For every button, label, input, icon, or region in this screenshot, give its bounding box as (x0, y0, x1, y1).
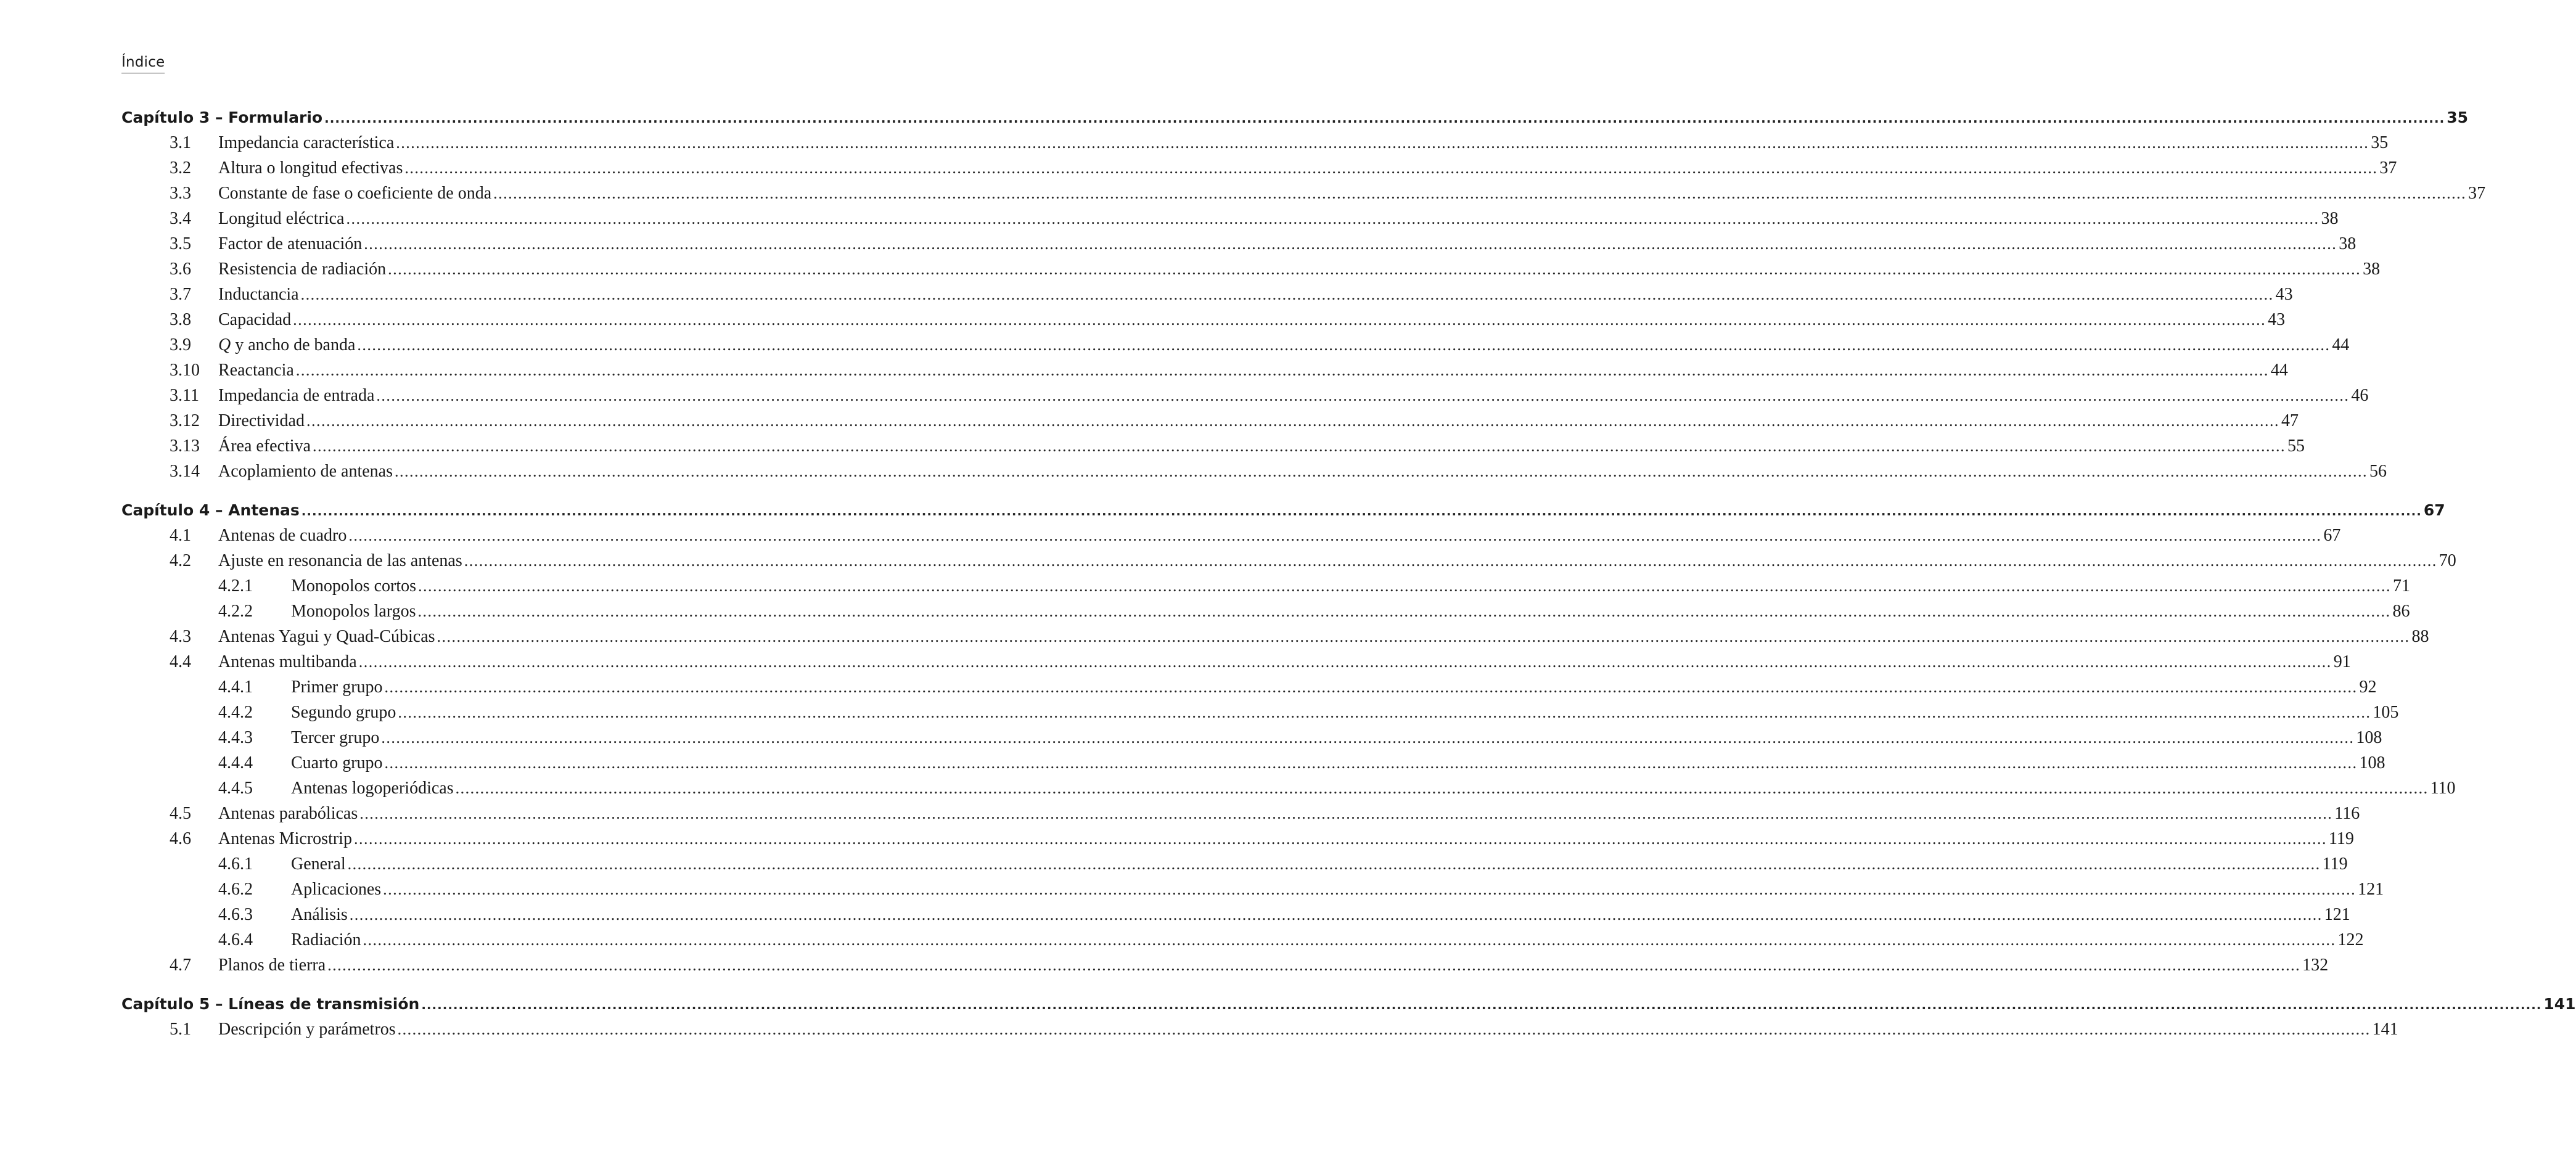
toc-section-row[interactable] (121, 332, 2350, 358)
toc-page-number: 132 (2302, 956, 2329, 975)
toc-entry-number: 4.6.2 (218, 880, 253, 899)
toc-entry-number: 3.2 (170, 158, 191, 178)
toc-entry-number: 3.14 (170, 462, 200, 481)
toc-leader-dots: ................................................................................................................................................................................................................................................................................................................................................................................................................ (359, 805, 2333, 822)
toc-entry-title: General (291, 854, 346, 874)
toc-subsection-row[interactable] (121, 674, 2377, 700)
toc-entry-title: Descripción y parámetros (218, 1020, 396, 1039)
toc-page-number: 47 (2281, 411, 2299, 430)
toc-entry-number: 4.1 (170, 526, 191, 545)
toc-entry-number: 4.5 (170, 804, 191, 823)
toc-leader-dots: ................................................................................................................................................................................................................................................................................................................................................................................................................ (395, 462, 2368, 480)
toc-chapter-row[interactable] (121, 105, 2468, 130)
toc-entry-title: Aplicaciones (291, 880, 382, 899)
toc-page-number: 110 (2430, 779, 2456, 798)
toc-entry-number: 4.4.3 (218, 728, 253, 747)
toc-entry-number: 3.4 (170, 209, 191, 228)
toc-entry-title: Acoplamiento de antenas (218, 462, 393, 481)
toc-subsection-row[interactable] (121, 750, 2385, 776)
toc-page-number: 37 (2468, 184, 2486, 203)
toc-entry-title: Área efectiva (218, 436, 311, 456)
toc-page-number: 86 (2392, 602, 2410, 621)
toc-entry-title: Altura o longitud efectivas (218, 158, 403, 178)
toc-subsection-row[interactable] (121, 599, 2410, 624)
toc-entry-number: 3.13 (170, 436, 200, 456)
toc-entry-title: Antenas Microstrip (218, 829, 352, 848)
toc-entry-number: 3.12 (170, 411, 200, 430)
toc-entry-number: 4.6.3 (218, 905, 253, 924)
toc-section-row[interactable] (121, 624, 2429, 649)
toc-entry-number: 4.6 (170, 829, 191, 848)
toc-section-row[interactable] (121, 408, 2299, 433)
toc-entry-number: 4.2.2 (218, 602, 253, 621)
toc-entry-title: Análisis (291, 905, 348, 924)
toc-leader-dots: ................................................................................................................................................................................................................................................................................................................................................................................................................ (418, 577, 2391, 595)
toc-entry-title: Capacidad (218, 310, 292, 329)
toc-leader-dots: ................................................................................................................................................................................................................................................................................................................................................................................................................ (421, 997, 2542, 1012)
toc-section-row[interactable] (121, 801, 2360, 826)
toc-entry-number: 3.9 (170, 335, 191, 354)
toc-leader-dots: ................................................................................................................................................................................................................................................................................................................................................................................................................ (384, 754, 2358, 772)
toc-leader-dots: ................................................................................................................................................................................................................................................................................................................................................................................................................ (397, 1020, 2371, 1038)
toc-page-number: 108 (2356, 728, 2382, 747)
toc-entry-number: 4.4.4 (218, 753, 253, 772)
toc-section-row[interactable] (121, 1017, 2398, 1042)
toc-subsection-row[interactable] (121, 851, 2348, 877)
toc-leader-dots: ................................................................................................................................................................................................................................................................................................................................................................................................................ (348, 526, 2322, 544)
toc-section-row[interactable] (121, 826, 2354, 851)
toc-leader-dots: ................................................................................................................................................................................................................................................................................................................................................................................................................ (346, 210, 2320, 227)
toc-entry-title: Longitud eléctrica (218, 209, 345, 228)
toc-section-row[interactable] (121, 181, 2486, 206)
toc-leader-dots: ................................................................................................................................................................................................................................................................................................................................................................................................................ (301, 504, 2422, 518)
toc-section-row[interactable] (121, 358, 2288, 383)
toc-leader-dots: ................................................................................................................................................................................................................................................................................................................................................................................................................ (384, 678, 2358, 696)
toc-leader-dots: ................................................................................................................................................................................................................................................................................................................................................................................................................ (347, 855, 2321, 873)
toc-section-row[interactable] (121, 459, 2387, 484)
toc-section-row[interactable] (121, 130, 2389, 155)
toc-section-row[interactable] (121, 523, 2341, 548)
toc-entry-title: Segundo grupo (291, 703, 396, 722)
toc-entry-number: 3.3 (170, 184, 191, 203)
toc-section-row[interactable] (121, 282, 2293, 307)
toc-leader-dots: ................................................................................................................................................................................................................................................................................................................................................................................................................ (383, 880, 2357, 898)
toc-entry-number: 4.4.2 (218, 703, 253, 722)
toc-page-number: 43 (2275, 285, 2293, 304)
toc-entry-title: Reactancia (218, 361, 294, 380)
toc-entry-title: Resistencia de radiación (218, 260, 387, 279)
toc-entry-number: 4.6.1 (218, 854, 253, 874)
toc-leader-dots: ................................................................................................................................................................................................................................................................................................................................................................................................................ (455, 779, 2429, 797)
toc-page-number: 108 (2359, 753, 2385, 772)
toc-page-number: 56 (2369, 462, 2387, 481)
toc-page-number: 38 (2363, 260, 2381, 279)
toc-entry-number: 3.6 (170, 260, 191, 279)
toc-page-number: 35 (2447, 109, 2468, 126)
toc-entry-number: 4.4.1 (218, 678, 253, 697)
toc-page-number: 44 (2270, 361, 2288, 380)
toc-entry-title: Inductancia (218, 285, 299, 304)
toc-page-number: 44 (2332, 335, 2350, 354)
toc-subsection-row[interactable] (121, 877, 2384, 902)
toc-page-number: 92 (2359, 678, 2377, 697)
toc-subsection-row[interactable] (121, 776, 2456, 801)
toc-entry-title: Antenas multibanda (218, 652, 357, 671)
toc-page-number: 121 (2358, 880, 2384, 899)
toc-entry-title: Q y ancho de banda (218, 335, 356, 354)
toc-section-row[interactable] (121, 206, 2339, 231)
toc-section-row[interactable] (121, 433, 2305, 459)
toc-page-number: 71 (2393, 576, 2410, 596)
toc-leader-dots: ................................................................................................................................................................................................................................................................................................................................................................................................................ (396, 134, 2369, 152)
toc-leader-dots: ................................................................................................................................................................................................................................................................................................................................................................................................................ (327, 956, 2301, 974)
toc-page-number: 88 (2411, 627, 2429, 646)
toc-section-row[interactable] (121, 649, 2351, 674)
toc-page-number: 38 (2339, 234, 2357, 253)
toc-entry-title: Impedancia de entrada (218, 386, 375, 405)
toc-page-number: 70 (2439, 551, 2456, 570)
toc-entry-number: 4.7 (170, 956, 191, 975)
toc-entry-title: Monopolos cortos (291, 576, 416, 596)
toc-page-number: 141 (2372, 1020, 2398, 1039)
toc-page-number: 119 (2322, 854, 2348, 874)
toc-page-number: 55 (2287, 436, 2305, 456)
toc-entry-number: 4.2.1 (218, 576, 253, 596)
toc-page-number: 122 (2337, 930, 2364, 949)
toc-entry-title: Antenas de cuadro (218, 526, 347, 545)
toc-leader-dots: ................................................................................................................................................................................................................................................................................................................................................................................................................ (353, 830, 2327, 848)
toc-page-number: 121 (2324, 905, 2350, 924)
toc-subsection-row[interactable] (121, 725, 2382, 750)
toc-entry-number: 3.10 (170, 361, 200, 380)
table-of-contents (121, 105, 2576, 1042)
toc-page-number: 91 (2333, 652, 2351, 671)
toc-leader-dots: ................................................................................................................................................................................................................................................................................................................................................................................................................ (306, 412, 2279, 430)
toc-entry-number: 3.5 (170, 234, 191, 253)
toc-subsection-row[interactable] (121, 700, 2399, 725)
toc-entry-title: Impedancia característica (218, 133, 395, 152)
toc-leader-dots: ................................................................................................................................................................................................................................................................................................................................................................................................................ (357, 336, 2331, 354)
toc-leader-dots: ................................................................................................................................................................................................................................................................................................................................................................................................................ (300, 285, 2274, 303)
toc-entry-title: Radiación (291, 930, 361, 949)
toc-entry-number: 4.4.5 (218, 779, 253, 798)
toc-section-row[interactable] (121, 548, 2456, 573)
toc-section-row[interactable] (121, 383, 2369, 408)
toc-leader-dots: ................................................................................................................................................................................................................................................................................................................................................................................................................ (313, 437, 2286, 455)
toc-entry-title: Capítulo 5 – Líneas de transmisión (121, 995, 420, 1013)
toc-leader-dots: ................................................................................................................................................................................................................................................................................................................................................................................................................ (358, 653, 2332, 671)
toc-leader-dots: ................................................................................................................................................................................................................................................................................................................................................................................................................ (388, 260, 2361, 278)
toc-leader-dots: ................................................................................................................................................................................................................................................................................................................................................................................................................ (376, 387, 2350, 404)
toc-entry-number: 4.4 (170, 652, 191, 671)
toc-entry-number: 4.3 (170, 627, 191, 646)
toc-leader-dots: ................................................................................................................................................................................................................................................................................................................................................................................................................ (404, 159, 2378, 177)
toc-page-number: 43 (2268, 310, 2286, 329)
toc-entry-title: Constante de fase o coeficiente de onda (218, 184, 492, 203)
toc-leader-dots: ................................................................................................................................................................................................................................................................................................................................................................................................................ (363, 931, 2336, 949)
toc-page-number: 141 (2543, 995, 2576, 1013)
toc-entry-title: Antenas Yagui y Quad-Cúbicas (218, 627, 435, 646)
toc-subsection-row[interactable] (121, 927, 2364, 952)
toc-entry-title: Antenas parabólicas (218, 804, 358, 823)
toc-page-number: 67 (2423, 501, 2445, 519)
toc-page-number: 116 (2334, 804, 2360, 823)
toc-leader-dots: ................................................................................................................................................................................................................................................................................................................................................................................................................ (349, 906, 2323, 924)
toc-leader-dots: ................................................................................................................................................................................................................................................................................................................................................................................................................ (295, 361, 2269, 379)
toc-entry-title: Capítulo 3 – Formulario (121, 109, 323, 126)
toc-subsection-row[interactable] (121, 902, 2350, 927)
toc-entry-title: Directividad (218, 411, 305, 430)
toc-entry-number: 3.8 (170, 310, 191, 329)
toc-section-row[interactable] (121, 256, 2381, 282)
toc-entry-title: Antenas logoperiódicas (291, 779, 454, 798)
toc-leader-dots: ................................................................................................................................................................................................................................................................................................................................................................................................................ (417, 602, 2391, 620)
toc-section-row[interactable] (121, 155, 2397, 181)
toc-page-number: 46 (2351, 386, 2369, 405)
toc-leader-dots: ................................................................................................................................................................................................................................................................................................................................................................................................................ (493, 184, 2467, 202)
toc-chapter-row[interactable] (121, 991, 2576, 1017)
toc-entry-title: Factor de atenuación (218, 234, 363, 253)
toc-page-number: 105 (2373, 703, 2399, 722)
toc-section-row[interactable] (121, 307, 2286, 332)
toc-entry-title: Capítulo 4 – Antenas (121, 501, 300, 519)
toc-subsection-row[interactable] (121, 573, 2410, 599)
toc-section-row[interactable] (121, 231, 2357, 256)
toc-section-row[interactable] (121, 952, 2329, 978)
toc-leader-dots: ................................................................................................................................................................................................................................................................................................................................................................................................................ (464, 552, 2437, 570)
toc-leader-dots: ................................................................................................................................................................................................................................................................................................................................................................................................................ (381, 729, 2355, 747)
toc-entry-title: Tercer grupo (291, 728, 380, 747)
toc-leader-dots: ................................................................................................................................................................................................................................................................................................................................................................................................................ (398, 703, 2371, 721)
toc-entry-title: Ajuste en resonancia de las antenas (218, 551, 462, 570)
toc-leader-dots: ................................................................................................................................................................................................................................................................................................................................................................................................................ (324, 111, 2445, 126)
toc-leader-dots: ................................................................................................................................................................................................................................................................................................................................................................................................................ (437, 628, 2410, 645)
page-header: Índice (121, 54, 165, 73)
toc-entry-number: 4.2 (170, 551, 191, 570)
toc-leader-dots: ................................................................................................................................................................................................................................................................................................................................................................................................................ (364, 235, 2337, 253)
toc-entry-number: 3.11 (170, 386, 199, 405)
toc-leader-dots: ................................................................................................................................................................................................................................................................................................................................................................................................................ (293, 311, 2266, 329)
toc-entry-number: 3.1 (170, 133, 191, 152)
toc-page-number: 35 (2371, 133, 2389, 152)
toc-entry-title: Planos de tierra (218, 956, 326, 975)
toc-page-number: 38 (2321, 209, 2339, 228)
toc-page-number: 119 (2328, 829, 2354, 848)
toc-page-number: 67 (2323, 526, 2341, 545)
toc-page-number: 37 (2379, 158, 2397, 178)
toc-entry-number: 4.6.4 (218, 930, 253, 949)
toc-entry-number: 3.7 (170, 285, 191, 304)
toc-entry-title: Primer grupo (291, 678, 383, 697)
toc-entry-title: Cuarto grupo (291, 753, 383, 772)
toc-entry-number: 5.1 (170, 1020, 191, 1039)
toc-entry-title: Monopolos largos (291, 602, 416, 621)
toc-chapter-row[interactable] (121, 498, 2445, 523)
